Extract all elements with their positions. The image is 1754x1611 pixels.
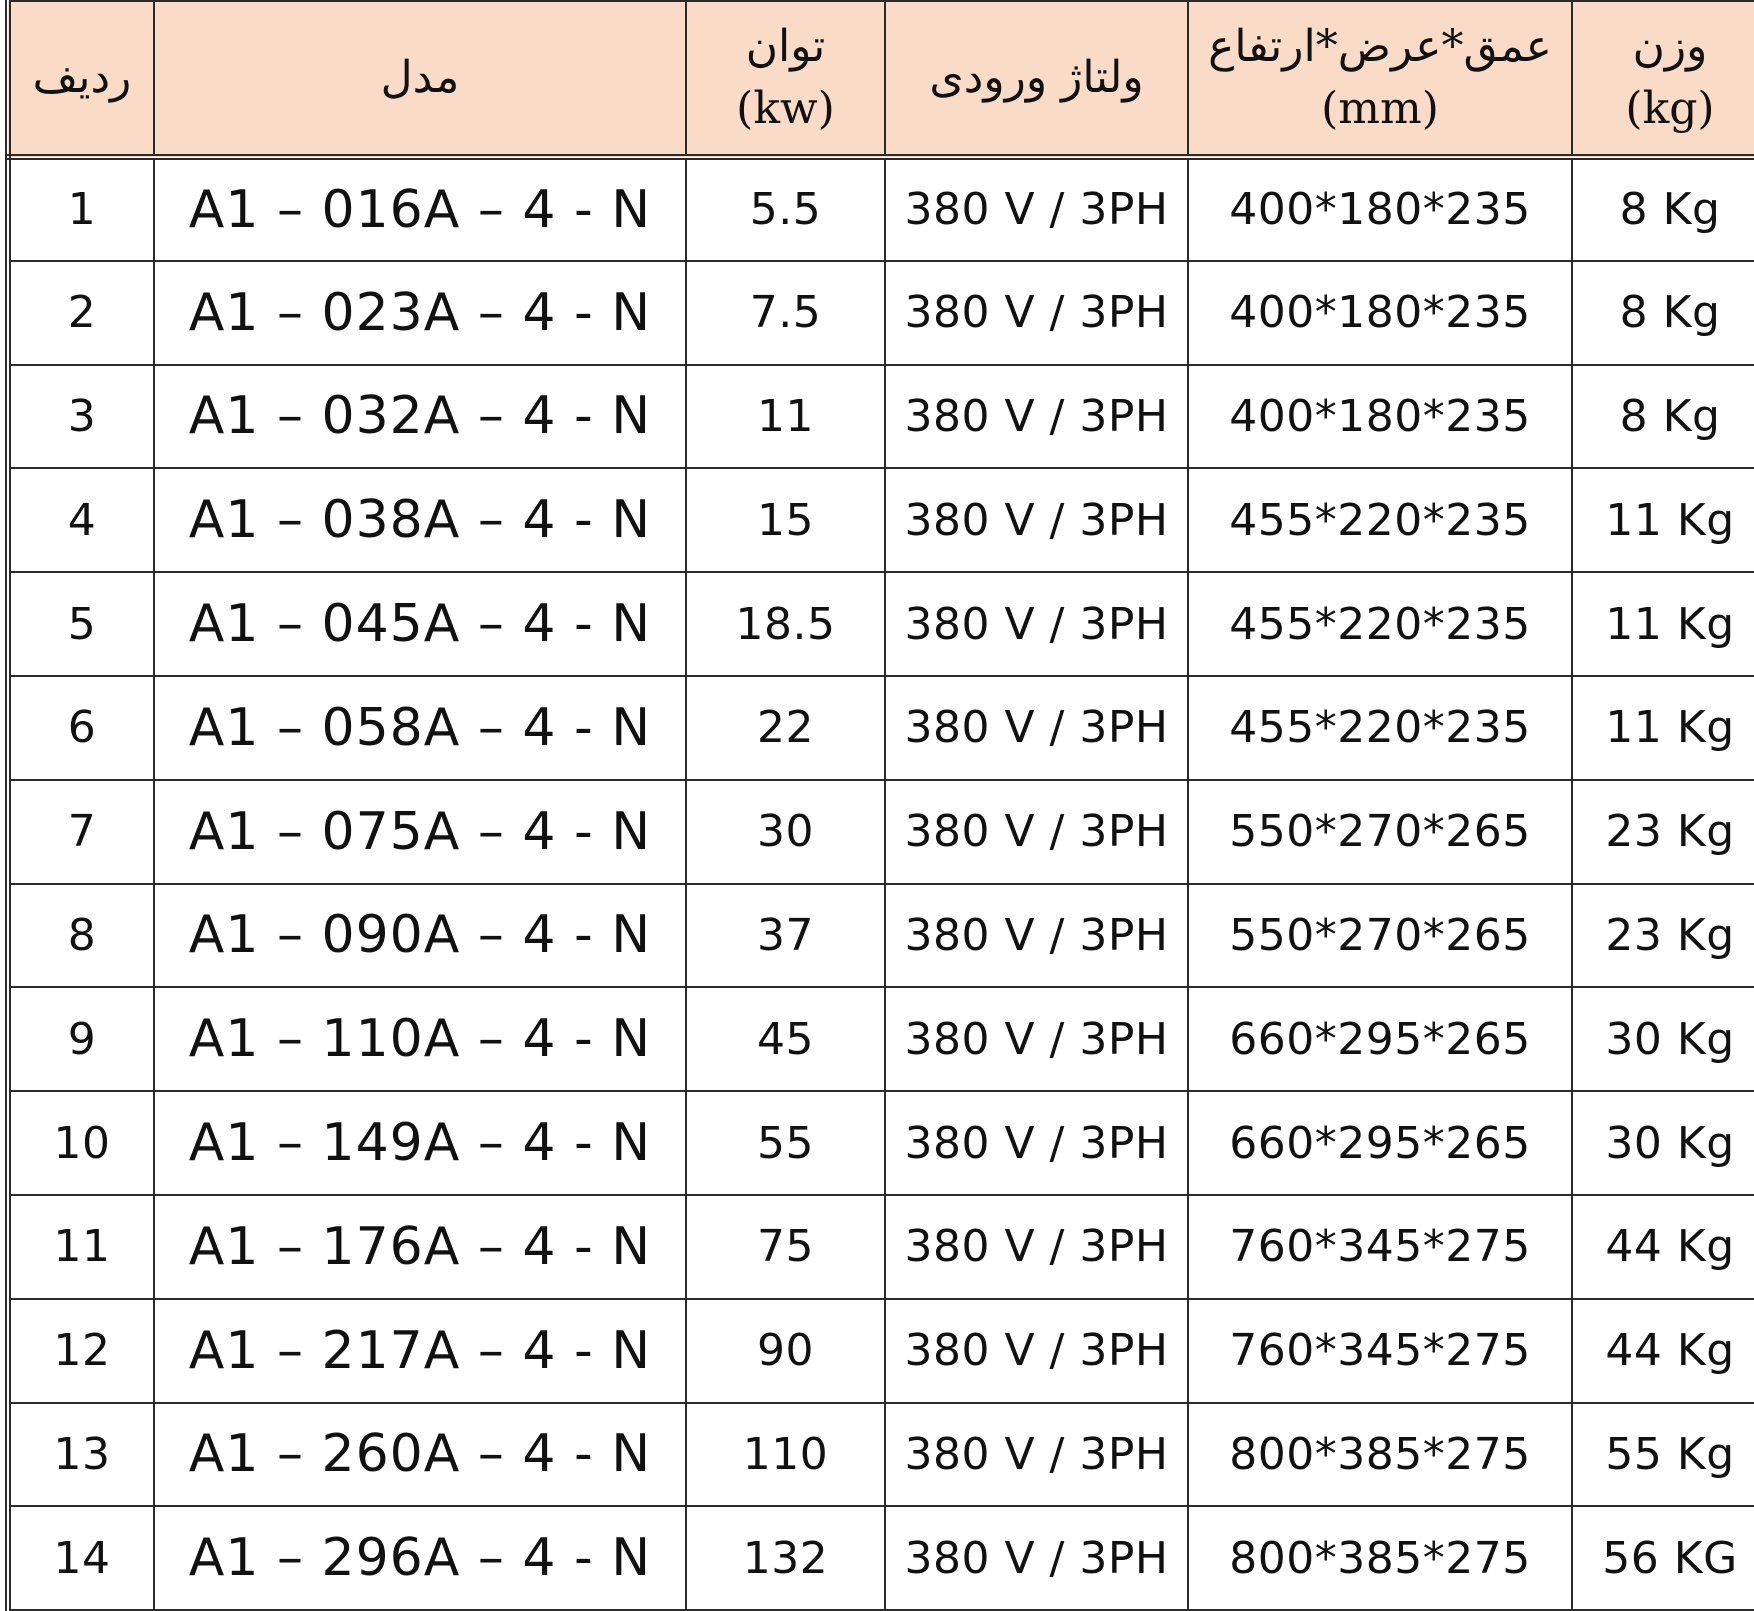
model-cell: A1 – 090A – 4 - N <box>154 884 686 988</box>
voltage-cell: 380 V / 3PH <box>885 468 1188 572</box>
voltage-cell: 380 V / 3PH <box>885 1403 1188 1507</box>
table-row <box>8 780 1754 884</box>
row-number-cell: 10 <box>8 1091 154 1195</box>
dimensions-cell: 455*220*235 <box>1188 676 1572 780</box>
table-body <box>8 157 1754 1610</box>
header-power-label: توان <box>745 21 826 72</box>
power-cell: 15 <box>686 468 885 572</box>
power-cell: 45 <box>686 987 885 1091</box>
voltage-cell: 380 V / 3PH <box>885 780 1188 884</box>
dimensions-cell: 800*385*275 <box>1188 1403 1572 1507</box>
header-model-label: مدل <box>380 52 460 103</box>
model-cell: A1 – 075A – 4 - N <box>154 780 686 884</box>
power-cell: 75 <box>686 1195 885 1299</box>
header-weight <box>1572 1 1754 157</box>
header-row-number <box>8 1 154 157</box>
power-cell: 11 <box>686 365 885 469</box>
header-dimensions-unit: (mm) <box>1321 83 1439 134</box>
weight-cell: 44 Kg <box>1572 1299 1754 1403</box>
header-input-voltage <box>885 1 1188 157</box>
model-cell: A1 – 058A – 4 - N <box>154 676 686 780</box>
dimensions-cell: 455*220*235 <box>1188 468 1572 572</box>
table-row <box>8 1403 1754 1507</box>
power-cell: 5.5 <box>686 157 885 261</box>
power-cell: 37 <box>686 884 885 988</box>
model-cell: A1 – 023A – 4 - N <box>154 261 686 365</box>
row-number-cell: 4 <box>8 468 154 572</box>
weight-cell: 55 Kg <box>1572 1403 1754 1507</box>
voltage-cell: 380 V / 3PH <box>885 1506 1188 1610</box>
power-cell: 7.5 <box>686 261 885 365</box>
header-dimensions <box>1188 1 1572 157</box>
row-number-cell: 1 <box>8 157 154 261</box>
table-row <box>8 572 1754 676</box>
header-weight-unit: (kg) <box>1625 83 1715 134</box>
row-number-cell: 5 <box>8 572 154 676</box>
power-cell: 30 <box>686 780 885 884</box>
table-row <box>8 1195 1754 1299</box>
row-number-cell: 8 <box>8 884 154 988</box>
model-cell: A1 – 149A – 4 - N <box>154 1091 686 1195</box>
dimensions-cell: 760*345*275 <box>1188 1195 1572 1299</box>
table-row <box>8 261 1754 365</box>
power-cell: 90 <box>686 1299 885 1403</box>
model-cell: A1 – 016A – 4 - N <box>154 157 686 261</box>
dimensions-cell: 800*385*275 <box>1188 1506 1572 1610</box>
dimensions-cell: 660*295*265 <box>1188 987 1572 1091</box>
header-input-voltage-label: ولتاژ ورودی <box>929 52 1144 103</box>
header-power-unit: (kw) <box>736 83 835 134</box>
model-cell: A1 – 038A – 4 - N <box>154 468 686 572</box>
dimensions-cell: 760*345*275 <box>1188 1299 1572 1403</box>
table-row <box>8 157 1754 261</box>
power-cell: 110 <box>686 1403 885 1507</box>
row-number-cell: 11 <box>8 1195 154 1299</box>
voltage-cell: 380 V / 3PH <box>885 572 1188 676</box>
row-number-cell: 14 <box>8 1506 154 1610</box>
model-cell: A1 – 217A – 4 - N <box>154 1299 686 1403</box>
weight-cell: 11 Kg <box>1572 468 1754 572</box>
row-number-cell: 13 <box>8 1403 154 1507</box>
row-number-cell: 2 <box>8 261 154 365</box>
header-weight-label: وزن <box>1632 21 1708 72</box>
weight-cell: 11 Kg <box>1572 572 1754 676</box>
row-number-cell: 9 <box>8 987 154 1091</box>
header-dimensions-label: عمق*عرض*ارتفاع <box>1208 21 1552 72</box>
weight-cell: 8 Kg <box>1572 365 1754 469</box>
voltage-cell: 380 V / 3PH <box>885 1091 1188 1195</box>
dimensions-cell: 400*180*235 <box>1188 365 1572 469</box>
voltage-cell: 380 V / 3PH <box>885 365 1188 469</box>
header-row-number-label: ردیف <box>32 52 132 103</box>
weight-cell: 56 KG <box>1572 1506 1754 1610</box>
table-row <box>8 676 1754 780</box>
table-row <box>8 468 1754 572</box>
dimensions-cell: 550*270*265 <box>1188 884 1572 988</box>
power-cell: 132 <box>686 1506 885 1610</box>
table-row <box>8 884 1754 988</box>
table-row <box>8 365 1754 469</box>
table-row <box>8 1091 1754 1195</box>
table-header <box>8 1 1754 157</box>
dimensions-cell: 400*180*235 <box>1188 157 1572 261</box>
weight-cell: 23 Kg <box>1572 780 1754 884</box>
row-number-cell: 6 <box>8 676 154 780</box>
voltage-cell: 380 V / 3PH <box>885 987 1188 1091</box>
voltage-cell: 380 V / 3PH <box>885 1299 1188 1403</box>
header-power <box>686 1 885 157</box>
dimensions-cell: 550*270*265 <box>1188 780 1572 884</box>
weight-cell: 8 Kg <box>1572 157 1754 261</box>
model-cell: A1 – 110A – 4 - N <box>154 987 686 1091</box>
model-cell: A1 – 296A – 4 - N <box>154 1506 686 1610</box>
voltage-cell: 380 V / 3PH <box>885 1195 1188 1299</box>
weight-cell: 30 Kg <box>1572 987 1754 1091</box>
header-row <box>8 1 1754 157</box>
voltage-cell: 380 V / 3PH <box>885 676 1188 780</box>
voltage-cell: 380 V / 3PH <box>885 884 1188 988</box>
voltage-cell: 380 V / 3PH <box>885 261 1188 365</box>
model-cell: A1 – 045A – 4 - N <box>154 572 686 676</box>
table-row <box>8 1506 1754 1610</box>
weight-cell: 44 Kg <box>1572 1195 1754 1299</box>
row-number-cell: 3 <box>8 365 154 469</box>
inverter-spec-table <box>5 0 1754 1611</box>
weight-cell: 30 Kg <box>1572 1091 1754 1195</box>
weight-cell: 11 Kg <box>1572 676 1754 780</box>
dimensions-cell: 400*180*235 <box>1188 261 1572 365</box>
table-row <box>8 1299 1754 1403</box>
weight-cell: 23 Kg <box>1572 884 1754 988</box>
weight-cell: 8 Kg <box>1572 261 1754 365</box>
row-number-cell: 7 <box>8 780 154 884</box>
model-cell: A1 – 032A – 4 - N <box>154 365 686 469</box>
model-cell: A1 – 260A – 4 - N <box>154 1403 686 1507</box>
power-cell: 55 <box>686 1091 885 1195</box>
header-model <box>154 1 686 157</box>
dimensions-cell: 660*295*265 <box>1188 1091 1572 1195</box>
row-number-cell: 12 <box>8 1299 154 1403</box>
dimensions-cell: 455*220*235 <box>1188 572 1572 676</box>
power-cell: 18.5 <box>686 572 885 676</box>
power-cell: 22 <box>686 676 885 780</box>
model-cell: A1 – 176A – 4 - N <box>154 1195 686 1299</box>
table-row <box>8 987 1754 1091</box>
voltage-cell: 380 V / 3PH <box>885 157 1188 261</box>
